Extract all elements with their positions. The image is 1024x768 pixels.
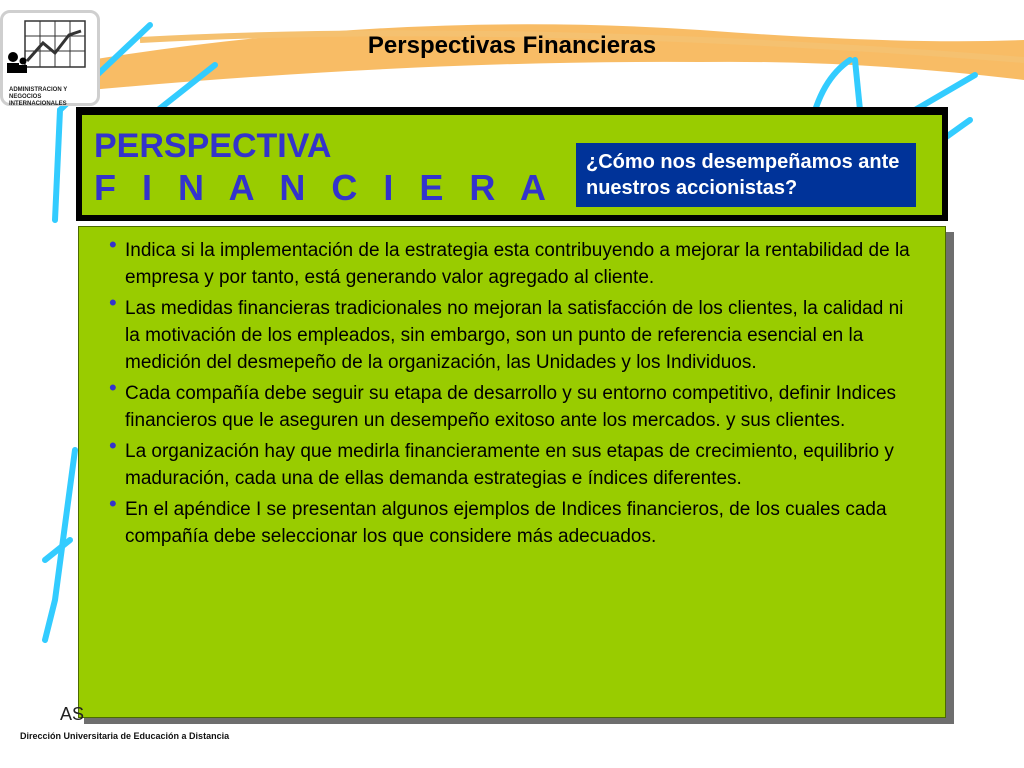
bullet-text: Las medidas financieras tradicionales no mejoran la satisfacción de los clientes, la calidad ni la motivación de los empleados, sin embargo, son un punto de referencia esencial en la medición del desmepeño de la organización, las Unidades y los Individuos. [125,298,904,373]
question-box: ¿Cómo nos desempeñamos ante nuestros accionistas? [576,143,916,207]
bullet-icon: • [109,491,117,516]
content-panel [78,226,946,718]
bullet-icon: • [109,290,117,315]
page-title: Perspectivas Financieras [367,32,657,59]
footer-fragment: AS [60,704,85,724]
bullet-text: La organización hay que medirla financieramente en sus etapas de crecimiento, equilibrio y maduración, cada una de ellas demanda estrategias e índices diferentes. [125,441,894,489]
title-band [76,107,948,221]
logo-text: ADMINISTRACION Y NEGOCIOS INTERNACIONALES [9,87,68,107]
perspective-heading-line1: PERSPECTIVA [94,127,332,165]
list-item [109,375,919,434]
title-band-inner [80,113,944,217]
bullet-icon: • [109,433,117,458]
bullet-text: En el apéndice I se presentan algunos ejemplos de Indices financieros, de los cuales cada compañía debe seleccionar los que considere más adecuados. [125,499,887,547]
footer-institution: Dirección Universitaria de Educación a Distancia [20,731,230,741]
perspective-heading-line2: F I N A N C I E R A [94,167,555,208]
bullet-text: Indica si la implementación de la estrategia esta contribuyendo a mejorar la rentabilidad de la empresa y por tanto, está generando valor agregado al cliente. [125,240,910,288]
list-item [109,232,919,291]
bullet-text: Cada compañía debe seguir su etapa de desarrollo y su entorno competitivo, definir Indices financieros que le aseguren un desempeño exitoso ante los mercados. y sus clientes. [125,383,897,431]
bullet-list [109,232,919,554]
list-item [109,290,919,376]
list-item [109,491,919,550]
list-item [109,433,919,492]
bullet-icon: • [109,232,117,257]
bullet-icon: • [109,375,117,400]
